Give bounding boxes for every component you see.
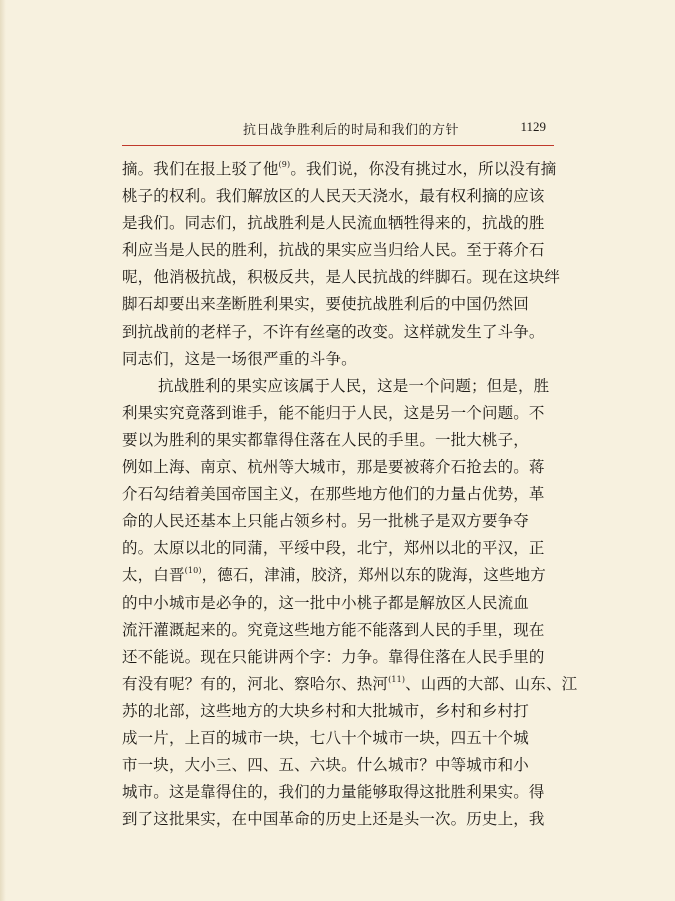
header-rule	[122, 145, 554, 146]
text-line: 同志们，这是一场很严重的斗争。	[122, 349, 357, 368]
text-line: 命的人民还基本上只能占领乡村。另一批桃子是双方要争夺	[122, 512, 529, 531]
paragraph-first-line: 抗战胜利的果实应该属于人民，这是一个问题；但是，胜	[158, 376, 550, 395]
text-line: 苏的北部，这些地方的大块乡村和大批城市，乡村和乡村打	[122, 701, 529, 720]
page-number: 1129	[520, 119, 546, 134]
footnote-ref-9[interactable]: (9)	[278, 160, 291, 169]
text-line: 脚石却要出来垄断胜利果实，要使抗战胜利后的中国仍然回	[122, 295, 529, 314]
text-line: 市一块，大小三、四、五、六块。什么城市？中等城市和小	[122, 756, 529, 775]
text-line	[122, 562, 562, 589]
text-line: 成一片，上百的城市一块，七八十个城市一块，四五十个城	[122, 728, 529, 747]
text-line: 例如上海、南京、杭州等大城市，那是要被蒋介石抢去的。蒋	[122, 458, 545, 477]
text-line: 是我们。同志们，抗战胜利是人民流血牺牲得来的，抗战的胜	[122, 214, 545, 233]
text-line: 介石勾结着美国帝国主义，在那些地方他们的力量占优势，革	[122, 485, 545, 504]
text-line: 的。太原以北的同蒲，平绥中段，北宁，郑州以北的平汉，正	[122, 539, 545, 558]
text-line: 还不能说。现在只能讲两个字：力争。靠得住落在人民手里的	[122, 647, 545, 666]
page-edge-shadow	[0, 0, 6, 901]
text-segment: 太，白晋	[122, 566, 185, 585]
running-header	[122, 119, 554, 143]
footnote-ref-11[interactable]: (11)	[388, 674, 406, 684]
text-segment: ，德石，津浦，胶济，郑州以东的陇海，这些地方	[201, 566, 546, 585]
running-header-title: 抗日战争胜利后的时局和我们的方针	[243, 123, 460, 138]
text-line: 到抗战前的老样子，不许有丝毫的改变。这样就发生了斗争。	[122, 322, 545, 341]
footnote-ref-10[interactable]: (10)	[184, 566, 202, 576]
text-line: 利应当是人民的胜利，抗战的果实应当归给人民。至于蒋介石	[122, 241, 545, 260]
text-segment: 、山西的大部、山东、江	[405, 674, 578, 693]
text-line: 流汗灌溉起来的。究竟这些地方能不能落到人民的手里，现在	[122, 620, 545, 639]
text-line: 的中小城市是必争的，这一批中小桃子都是解放区人民流血	[122, 593, 529, 612]
text-line: 城市。这是靠得住的，我们的力量能够取得这批胜利果实。得	[122, 783, 545, 802]
text-line	[122, 156, 562, 183]
text-line: 利果实究竟落到谁手，能不能归于人民，这是另一个问题。不	[122, 403, 545, 422]
text-segment: 摘。我们在报上驳了他	[122, 160, 279, 178]
text-line: 到了这批果实，在中国革命的历史上还是头一次。历史上，我	[122, 810, 545, 829]
text-segment: 有没有呢？有的，河北、察哈尔、热河	[122, 674, 389, 693]
text-line: 呢，他消极抗战，积极反共，是人民抗战的绊脚石。现在这块绊	[122, 268, 561, 287]
body-text	[122, 156, 578, 833]
text-segment: 。我们说，你没有挑过水，所以没有摘	[290, 160, 557, 178]
text-line: 桃子的权利。我们解放区的人民天天浇水，最有权利摘的应该	[122, 187, 545, 206]
text-line	[122, 671, 578, 698]
text-line: 要以为胜利的果实都靠得住落在人民的手里。一批大桃子，	[122, 430, 529, 449]
